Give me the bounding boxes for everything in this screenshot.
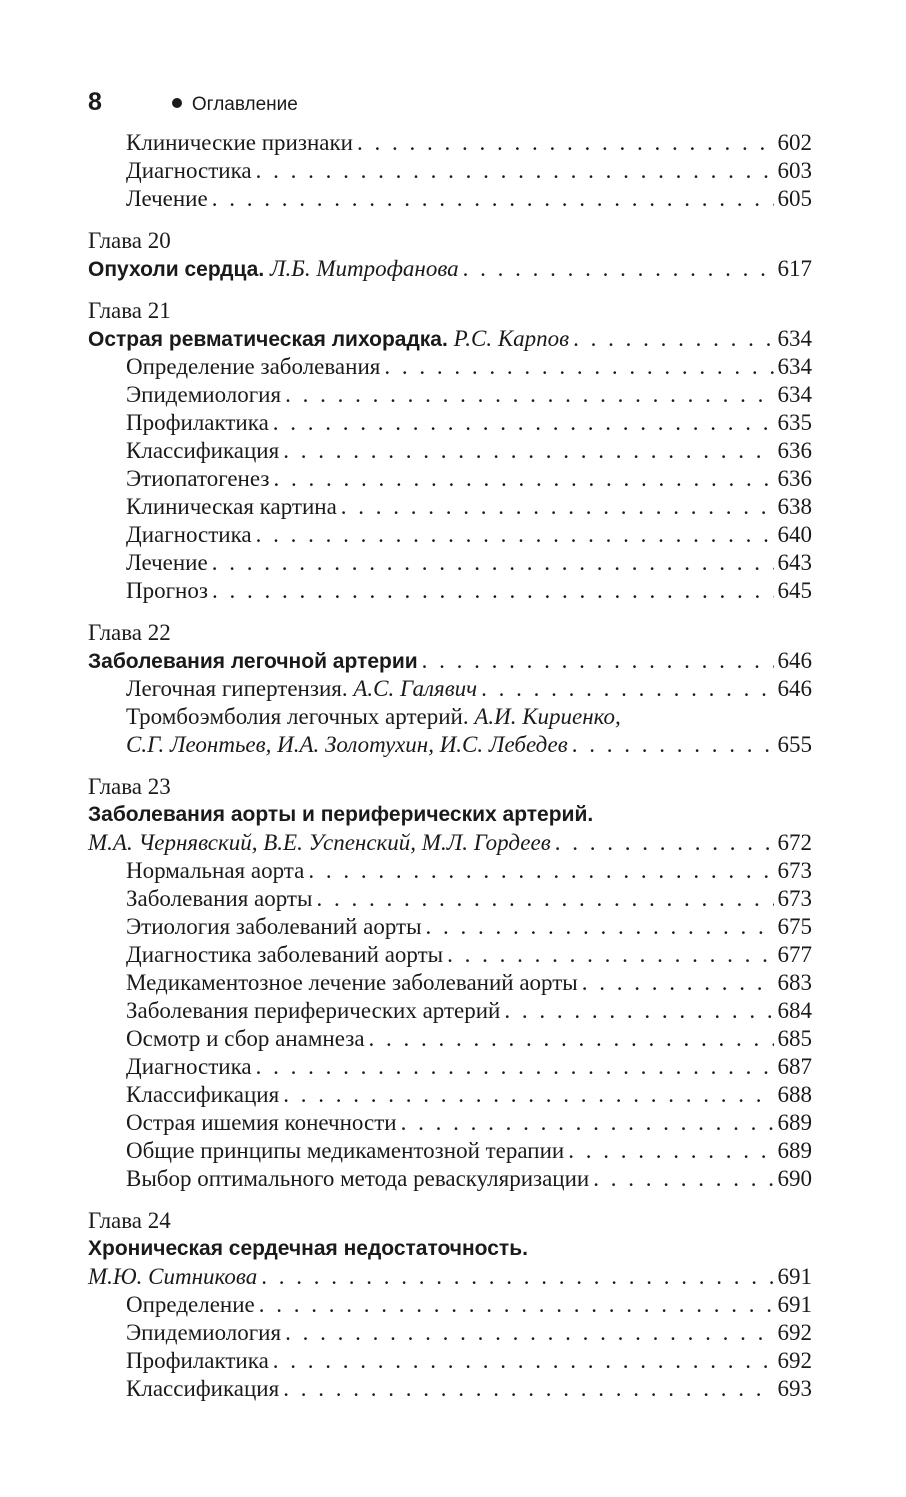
toc-entry[interactable] (88, 185, 812, 213)
chapter-label: Глава 21 (88, 298, 171, 323)
entry-label: Классификация (126, 438, 280, 463)
leader-dots (273, 409, 774, 437)
page-ref: 685 (777, 1026, 812, 1051)
toc-entry[interactable] (88, 1319, 812, 1347)
leader-dots (568, 1137, 773, 1165)
page-ref: 602 (777, 130, 812, 155)
page-ref: 690 (777, 1166, 812, 1191)
chapter-title: Заболевания легочной артерии (88, 650, 418, 673)
toc-entry[interactable] (88, 437, 812, 465)
chapter-title-entry[interactable] (88, 647, 812, 675)
page-ref: 672 (777, 830, 812, 855)
page-ref: 692 (777, 1320, 812, 1345)
entry-authors: А.И. Кириенко, (474, 704, 621, 729)
page-ref: 617 (777, 256, 812, 281)
toc-entry[interactable] (88, 1137, 812, 1165)
entry-label: Классификация (126, 1376, 280, 1401)
toc-entry[interactable] (88, 129, 812, 157)
leader-dots (401, 1109, 774, 1137)
leader-dots (273, 1347, 774, 1375)
leader-dots (582, 969, 774, 997)
page-ref: 605 (777, 186, 812, 211)
toc-entry[interactable] (88, 1347, 812, 1375)
leader-dots (422, 647, 774, 675)
toc-entry[interactable] (88, 493, 812, 521)
toc-entry[interactable] (88, 1081, 812, 1109)
chapter-title[interactable]: Хроническая сердечная недостаточность. (88, 1237, 528, 1260)
leader-dots (283, 1081, 773, 1109)
chapter-label: Глава 23 (88, 774, 171, 799)
page-ref: 646 (777, 648, 812, 673)
entry-label: Прогноз (126, 578, 208, 603)
toc-entry[interactable] (88, 1165, 812, 1193)
entry-authors: С.Г. Леонтьев, И.А. Золотухин, И.С. Лебедев (126, 732, 568, 757)
toc-entry[interactable] (88, 857, 812, 885)
chapter-authors: Л.Б. Митрофанова (269, 256, 459, 281)
entry-label: Диагностика (126, 1054, 252, 1079)
page-ref: 677 (777, 942, 812, 967)
leader-dots (261, 1263, 773, 1291)
toc-entry[interactable] (88, 577, 812, 605)
toc-entry[interactable] (88, 157, 812, 185)
page-ref: 673 (777, 858, 812, 883)
chapter-authors-entry[interactable] (88, 829, 812, 857)
page-ref: 603 (777, 158, 812, 183)
leader-dots (555, 829, 774, 857)
leader-dots (481, 675, 773, 703)
entry-label: Нормальная аорта (126, 858, 305, 883)
entry-label: Определение заболевания (126, 354, 381, 379)
toc-entry[interactable] (88, 1053, 812, 1081)
toc-entry[interactable] (88, 941, 812, 969)
toc-entry[interactable] (88, 1109, 812, 1137)
page-ref: 692 (777, 1348, 812, 1373)
leader-dots (572, 731, 774, 759)
entry-label: Лечение (126, 550, 208, 575)
leader-dots (256, 157, 774, 185)
toc-entry[interactable] (88, 1375, 812, 1403)
leader-dots (573, 325, 773, 353)
page-ref: 691 (777, 1292, 812, 1317)
entry-label: Заболевания периферических артерий (126, 998, 501, 1023)
page-ref: 634 (777, 382, 812, 407)
chapter-authors-entry[interactable] (88, 1263, 812, 1291)
leader-dots (212, 549, 774, 577)
entry-label: Эпидемиология (126, 1320, 282, 1345)
leader-dots (285, 1319, 773, 1347)
entry-label: Общие принципы медикаментозной терапии (126, 1138, 565, 1163)
toc-entry[interactable] (88, 521, 812, 549)
entry-label: Определение (126, 1292, 255, 1317)
toc-entry[interactable] (88, 381, 812, 409)
leader-dots (593, 1165, 773, 1193)
leader-dots (212, 577, 774, 605)
page-ref: 634 (777, 326, 812, 351)
page-ref: 687 (777, 1054, 812, 1079)
entry-label: Эпидемиология (126, 382, 282, 407)
toc-entry[interactable] (88, 409, 812, 437)
page-ref: 646 (777, 676, 812, 701)
toc-entry[interactable] (88, 465, 812, 493)
entry-label: Медикаментозное лечение заболеваний аорты (126, 970, 578, 995)
leader-dots (384, 353, 773, 381)
toc-entry[interactable] (88, 1291, 812, 1319)
page-ref: 689 (777, 1138, 812, 1163)
entry-label: Острая ишемия конечности (126, 1110, 397, 1135)
entry-authors: А.С. Галявич (353, 676, 478, 701)
page-header (88, 88, 298, 124)
leader-dots (283, 1375, 773, 1403)
leader-dots (256, 1053, 774, 1081)
page-ref: 635 (777, 410, 812, 435)
entry-label: Осмотр и сбор анамнеза (126, 1026, 365, 1051)
leader-dots (285, 381, 773, 409)
page-number: 8 (88, 88, 102, 116)
entry-label: Лечение (126, 186, 208, 211)
toc-entry[interactable] (88, 353, 812, 381)
page-ref: 655 (777, 732, 812, 757)
chapter-title[interactable]: Заболевания аорты и периферических артерий. (88, 803, 594, 826)
chapter-title: Острая ревматическая лихорадка. (88, 328, 448, 351)
page-ref: 691 (777, 1264, 812, 1289)
leader-dots (316, 885, 773, 913)
toc-entry[interactable]: Легочная гипертензия. А.С. Галявич . . . 646 (88, 675, 812, 703)
entry-label: Профилактика (126, 410, 269, 435)
entry-label: Классификация (126, 1082, 280, 1107)
page-ref: 634 (777, 354, 812, 379)
chapter-title-entry[interactable] (88, 255, 812, 283)
leader-dots (256, 521, 774, 549)
chapter-authors: М.Ю. Ситникова (88, 1264, 258, 1289)
toc-entry[interactable] (88, 885, 812, 913)
leader-dots (341, 493, 774, 521)
entry-label: Диагностика (126, 522, 252, 547)
page-ref: 638 (777, 494, 812, 519)
chapter-title: Опухоли сердца. (88, 258, 265, 281)
entry-label: Диагностика (126, 158, 252, 183)
leader-dots (273, 465, 773, 493)
page-ref: 675 (777, 914, 812, 939)
entry-label: Выбор оптимального метода реваскуляризации (126, 1166, 590, 1191)
leader-dots (426, 913, 774, 941)
leader-dots (447, 941, 773, 969)
chapter-title-entry[interactable] (88, 325, 812, 353)
page-ref: 684 (777, 998, 812, 1023)
bullet-icon (172, 98, 182, 108)
entry-label: Диагностика заболеваний аорты (126, 942, 444, 967)
leader-dots (369, 1025, 774, 1053)
leader-dots (212, 185, 774, 213)
toc-entry-continuation[interactable] (88, 731, 812, 759)
toc-entry[interactable] (88, 969, 812, 997)
entry-label: Клиническая картина (126, 494, 337, 519)
page-ref: 683 (777, 970, 812, 995)
entry-label: Этиология заболеваний аорты (126, 914, 422, 939)
toc-entry[interactable] (88, 549, 812, 577)
leader-dots (259, 1291, 774, 1319)
toc-entry[interactable] (88, 1025, 812, 1053)
entry-label: Заболевания аорты (126, 886, 313, 911)
table-of-contents (88, 129, 812, 1403)
chapter-label: Глава 20 (88, 228, 171, 253)
entry-label: Профилактика (126, 1348, 269, 1373)
leader-dots (463, 255, 774, 283)
leader-dots (504, 997, 773, 1025)
entry-label: Этиопатогенез (126, 466, 270, 491)
page-ref: 636 (777, 466, 812, 491)
chapter-authors: М.А. Чернявский, В.Е. Успенский, М.Л. Гордеев (88, 830, 551, 855)
page-ref: 636 (777, 438, 812, 463)
leader-dots (357, 129, 774, 157)
leader-dots (283, 437, 773, 465)
page-ref: 673 (777, 886, 812, 911)
chapter-authors: Р.С. Карпов (453, 326, 570, 351)
page-ref: 643 (777, 550, 812, 575)
leader-dots (308, 857, 773, 885)
running-title: Оглавление (191, 94, 298, 115)
toc-entry[interactable] (88, 997, 812, 1025)
toc-entry[interactable] (88, 913, 812, 941)
page-ref: 693 (777, 1376, 812, 1401)
page-ref: 640 (777, 522, 812, 547)
chapter-label: Глава 24 (88, 1208, 171, 1233)
chapter-label: Глава 22 (88, 620, 171, 645)
toc-entry[interactable]: Тромбоэмболия легочных артерий. А.И. Кириенко, (126, 704, 621, 729)
page-ref: 688 (777, 1082, 812, 1107)
entry-label: Клинические признаки (126, 130, 353, 155)
page-ref: 689 (777, 1110, 812, 1135)
page-ref: 645 (777, 578, 812, 603)
